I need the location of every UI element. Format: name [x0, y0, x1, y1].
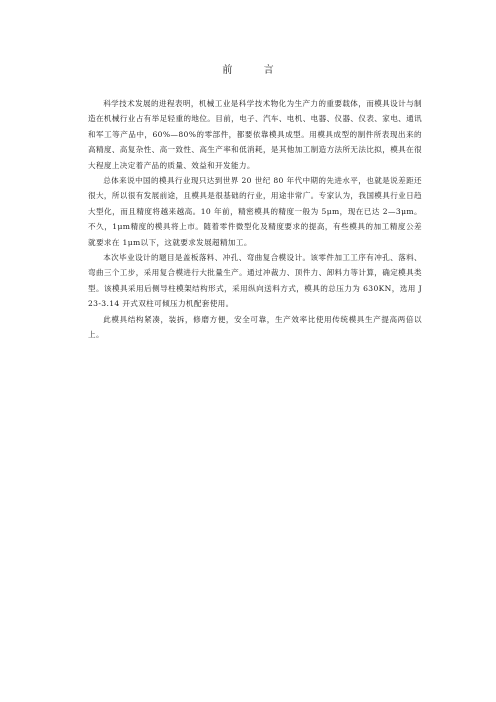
paragraph: 总体来说中国的模具行业现只达到世界 20 世纪 80 年代中期的先进水平，也就是说差距还很大，所以很有发展前途，且模具是很基础的行业，用途非常广。专家认为，我国模具行业日趋大型化，而且精度将越来越高。10 年前，精密模具的精度一般为 5μm，现在已达 2—3μm。不久，1μm精度的模具将上市。随着零件微型化及精度要求的提高，有些模具的加工精度公差就要求在 1μm以下，这就要求发展超精加工。 — [88, 176, 422, 247]
page-title: 前 言 — [222, 65, 288, 76]
paragraph: 本次毕业设计的题目是盖板落料、冲孔、弯曲复合模设计。该零件加工工序有冲孔、落料、弯曲三个工步，采用复合模进行大批量生产。通过冲裁力、顶件力、卸料力等计算，确定模具类型。该模具采用后侧导柱模架结构形式，采用纵向送料方式，模具的总压力为 630KN，选用 J23-3.14 开式双柱可倾压力机配套使用。 — [88, 253, 422, 309]
paragraph: 科学技术发展的进程表明，机械工业是科学技术物化为生产力的重要载体，而模具设计与制造在机械行业占有举足轻重的地位。目前，电子、汽车、电机、电器、仪器、仪表、家电、通讯和军工等产品中，60%—80%的零部件，都要依靠模具成型。用模具成型的制件所表现出来的高精度、高复杂性、高一致性、高生产率和低消耗，是其他加工制造方法所无法比拟，模具在很大程度上决定着产品的质量、效益和开发能力。 — [88, 99, 422, 170]
body-text — [88, 96, 422, 343]
paragraph: 此模具结构紧凑，装拆，修磨方便，安全可靠，生产效率比使用传统模具生产提高两倍以上。 — [88, 314, 422, 340]
